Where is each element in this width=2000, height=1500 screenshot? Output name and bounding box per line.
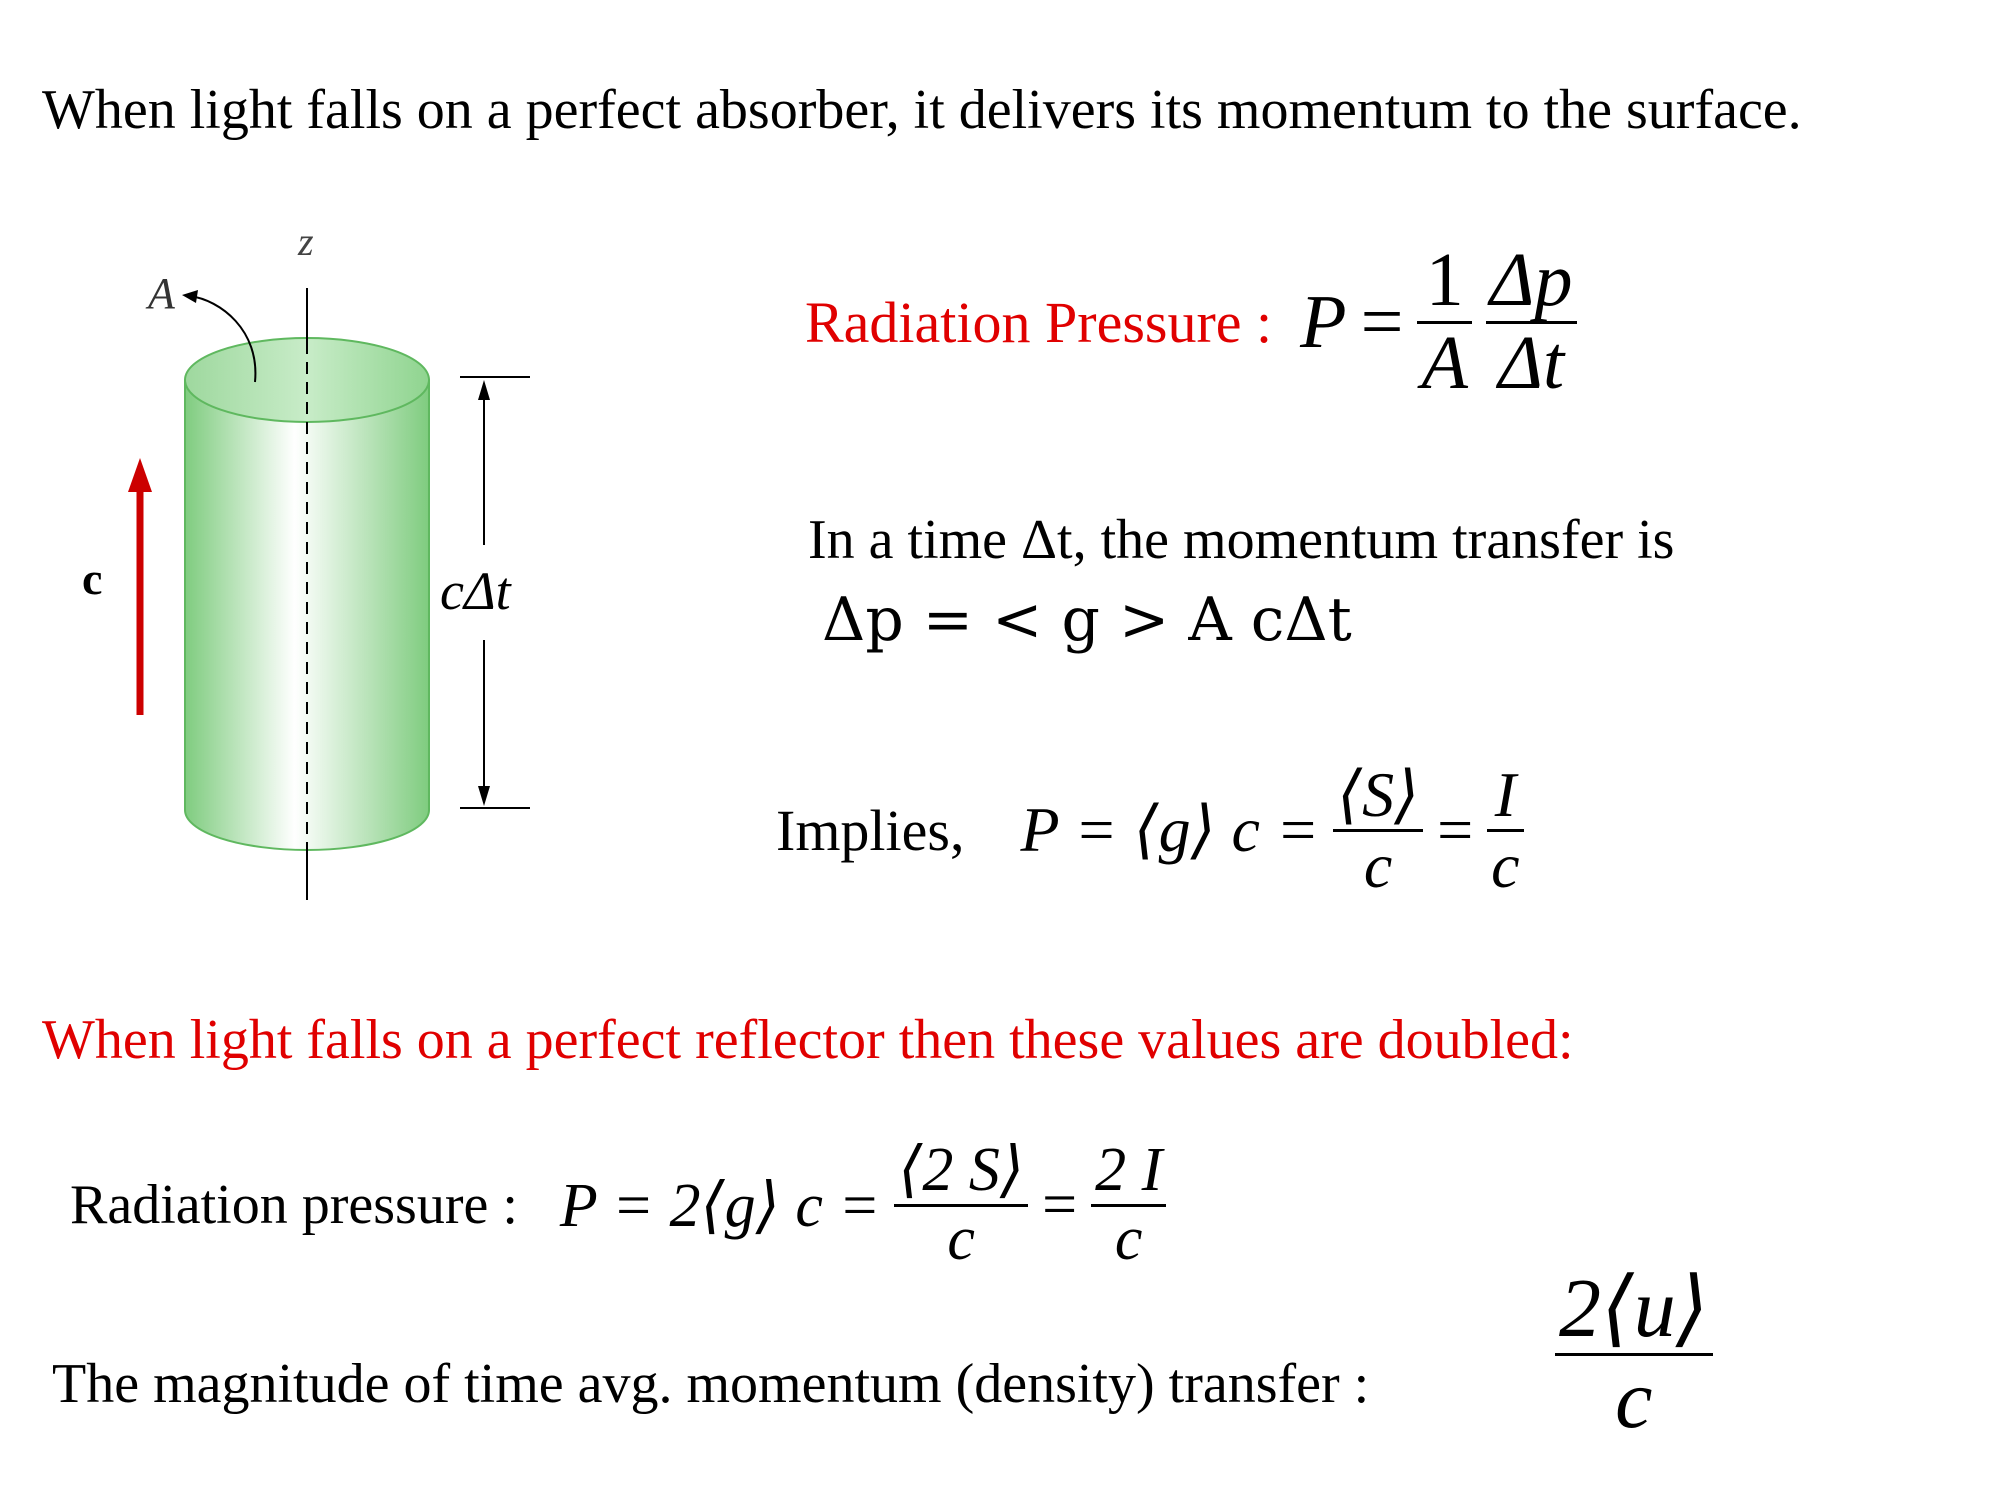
reflector-pressure-label: Radiation pressure : (70, 1174, 518, 1236)
equals-sign: = (1360, 279, 1404, 364)
reflector-pressure-equation (70, 1125, 1166, 1285)
reflector-equals: = (1042, 1170, 1078, 1239)
length-label: cΔt (440, 561, 511, 621)
fraction-i-over-c: $\frac{I}{c}$ (1487, 761, 1523, 898)
reflector-note: When light falls on a perfect reflector then these values are doubled: (42, 1009, 1574, 1071)
fraction-2s-over-c: $\frac{⟨2 S⟩}{c}$ (894, 1138, 1028, 1271)
pressure-symbol: P (1300, 279, 1347, 364)
implies-equals: = (1437, 794, 1474, 865)
momentum-density-fraction: $\frac{2⟨u⟩}{c}$ (1555, 1265, 1713, 1444)
fraction-2i-over-c: $\frac{2 I}{c}$ (1091, 1138, 1166, 1271)
reflector-lhs: P = 2⟨g⟩ c = (559, 1172, 881, 1240)
area-label: A (148, 269, 175, 318)
velocity-label: c (82, 553, 103, 604)
fraction-one-over-area: $\frac{1}{A}$ (1417, 241, 1471, 404)
cylinder-figure (70, 220, 590, 920)
fraction-dp-dt: $\frac{\Delta p}{\Delta t}$ (1486, 241, 1577, 404)
implies-equation (776, 750, 1524, 910)
implies-lhs: P = ⟨g⟩ c = (1020, 794, 1320, 865)
radiation-pressure-label: Radiation Pressure : (805, 289, 1273, 355)
momentum-transfer-equation: Δp = < g > A cΔt (822, 585, 1352, 655)
z-axis-label: z (298, 219, 314, 264)
momentum-transfer-text: In a time Δt, the momentum transfer is (808, 509, 1675, 571)
implies-label: Implies, (776, 797, 965, 863)
momentum-density-label: The magnitude of time avg. momentum (density) transfer : (52, 1353, 1370, 1415)
heading: When light falls on a perfect absorber, it delivers its momentum to the surface. (42, 79, 1802, 141)
fraction-s-over-c: $\frac{⟨S⟩}{c}$ (1333, 761, 1423, 898)
radiation-pressure-equation (805, 222, 1577, 422)
